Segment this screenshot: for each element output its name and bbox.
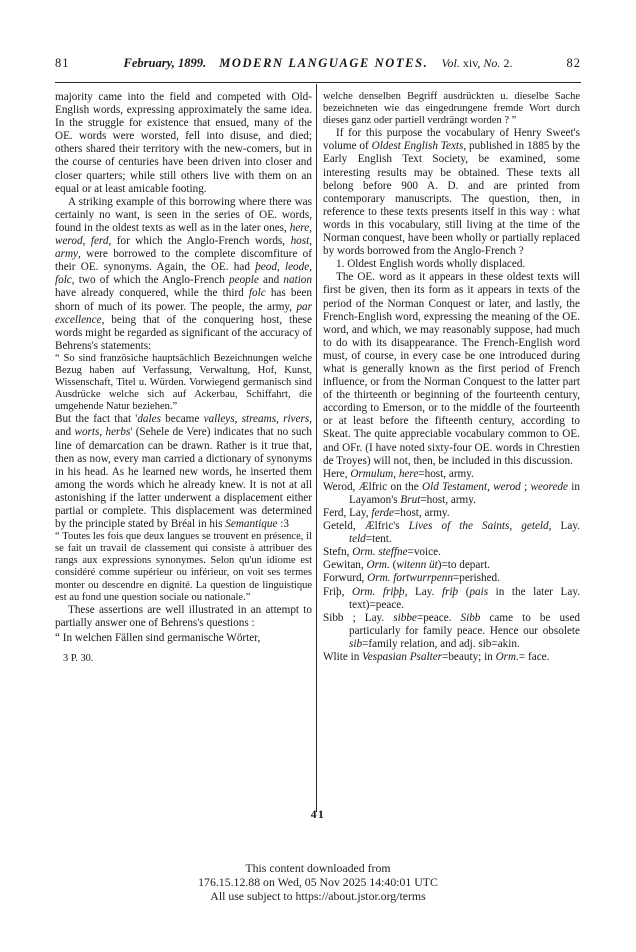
right-column — [323, 91, 580, 664]
folio-number: 41 — [310, 809, 326, 821]
jstor-footer-line3: All use subject to https://about.jstor.org/terms — [210, 889, 426, 904]
jstor-footer-line2: 176.15.12.88 on Wed, 05 Nov 2025 14:40:01 UTC — [198, 875, 438, 890]
block-quote-german: “ So sind französiche hauptsächlich Bezeichnungen welche Bezug haben auf Verfassung, Verwaltung, Hof, Kunst, Wissenschaft, Titel u. Würden. Vorwiegend germanisch sind Ausdrücke welche sich auf Ackerbau, Schiffahrt, die umgehende Natur beziehen.” — [55, 352, 312, 413]
block-quote-continuation: welche denselben Begriff ausdrückten u. dieselbe Sache bezeichneten wie das eingedrungene fremde Wort durch dieses ganz oder partiell verdrängt worden ? ” — [323, 91, 580, 127]
page-number-left: 81 — [55, 56, 70, 70]
paragraph: If for this purpose the vocabulary of Henry Sweet's volume of Oldest English Texts, published in 1885 by the Early English Text Society, be examined, some interesting results may be obtained. These texts all belong before 900 A. D. and are printed from contemporary manuscripts. The question, then, in reference to these texts presents itself in this way : what words in this vocabulary, still living at the time of the Norman conquest, have been wholly or partially replaced by words borrowed from the Anglo-French ? — [323, 127, 580, 258]
glossary-entry: Sibb ; Lay. sibbe=peace. Sibb came to be used particularly for family peace. Hence our obsolete sib=family relation, and adj. sib=akin. — [323, 611, 580, 650]
glossary-entry: Gewitan, Orm. (witenn üt)=to depart. — [323, 559, 490, 572]
glossary-entry: Werod, Ælfric on the Old Testament, werod ; weorede in Layamon's Brut=host, army. — [323, 480, 580, 506]
page-number-right: 82 — [566, 56, 581, 70]
section-heading-line: 1. Oldest English words wholly displaced. — [336, 258, 526, 271]
glossary-entry: Friþ, Orm. friþþ, Lay. friþ (pais in the later Lay. text)=peace. — [323, 585, 580, 611]
glossary-entry: Geteld, Ælfric's Lives of the Saints, geteld, Lay. teld=tent. — [323, 520, 580, 546]
glossary-entry: Here, Ormulum, here=host, army. — [323, 467, 474, 480]
volume-info: Vol. xiv, No. 2. — [441, 56, 513, 70]
block-quote-french: “ Toutes les fois que deux langues se trouvent en présence, il se fait un travail de classement qui consiste à attribuer des rangs aux expressions synonymes. Selon qu'un idiome est considéré comme supérieur ou inférieur, on voit ses termes monter ou descendre en dignité. La question de linguistique est au fond une question sociale ou nationale.” — [55, 531, 312, 603]
column-divider — [316, 84, 317, 812]
journal-title: MODERN LANGUAGE NOTES. — [219, 56, 429, 70]
page-header — [55, 56, 581, 71]
quote-opening-line: “ In welchen Fällen sind germanische Wörter, — [55, 631, 261, 644]
paragraph: majority came into the field and competed with Old-English words, expressing approximately the same idea. In the struggle for existence that ensued, many of the OE. words were worsted, fell into disuse, and died; others shared their territory with the new-comers, but in the course of centuries have been driven into closer and closer quarters; while still others live with them on an equal or at least amicable footing. — [55, 91, 312, 195]
paragraph: But the fact that 'dales became valleys, streams, rivers, and worts, herbs' (Sehele de Vere) indicates that no such line of demarcation can be drawn. Rather is it true that, then as now, every man carried a dictionary of synonyms in his head. As he learned new words, he inserted them among the words which he already knew. It is not at all astonishing if the latter underwent a displacement either partial or complete. This displacement was determined by the principle stated by Bréal in his Semantique :3 — [55, 413, 313, 531]
jstor-footer — [0, 861, 636, 904]
glossary-entry: Forwurd, Orm. fortwurrpenn=perished. — [323, 572, 500, 585]
glossary-entry: Ferd, Lay, ferde=host, army. — [323, 507, 450, 519]
jstor-footer-line1: This content downloaded from — [245, 861, 391, 875]
header-rule — [55, 82, 581, 83]
footnote: 3 P. 30. — [63, 653, 94, 665]
paragraph: The OE. word as it appears in these oldest texts will first be given, then its form as it appears in texts of the period of the Norman Conquest or later, and lastly, the French-English word, expressing the meaning of the OE. word, and which, we may reasonably suppose, had much to do with its disappearance. The French-English word must, of course, in every case be one introduced during what is generally known as the first period of French influence, or from the Norman Conquest to the latter part of the thirteenth or beginning of the fourteenth century, according to Emerson, or to the middle of the fourteenth or at least before the fifteenth century, according to Skeat. The quite appreciable vocabulary common to OE. and OFr. (I have noted sixty-four OE. words in Chrestien de Troyes) will not, then, be included in this discussion. — [323, 271, 580, 467]
paragraph: These assertions are well illustrated in an attempt to partially answer one of Behrens's questions : — [55, 603, 312, 629]
paragraph: A striking example of this borrowing where there was certainly no want, is seen in the series of OE. words, found in the oldest texts as well as in the later ones, here, werod, ferd, for which the Anglo-French words, host, army, were borrowed to the complete discomfiture of their OE. synonyms. Again, the OE. had þeod, leode, folc, two of which the Anglo-French people and nation have already conquered, while the third folc has been shorn of much of its power. The people, the army, par excellence, being that of the conquering host, these words might be regarded as significant of the accuracy of Behrens's statements: — [55, 195, 313, 352]
glossary-entry: Stefn, Orm. steffne=voice. — [323, 546, 441, 559]
left-column — [55, 91, 312, 665]
glossary-entry: Wlite in Vespasian Psalter=beauty; in Orm.= face. — [323, 651, 550, 664]
issue-date: February, 1899. — [123, 56, 207, 70]
header-center — [95, 56, 541, 71]
